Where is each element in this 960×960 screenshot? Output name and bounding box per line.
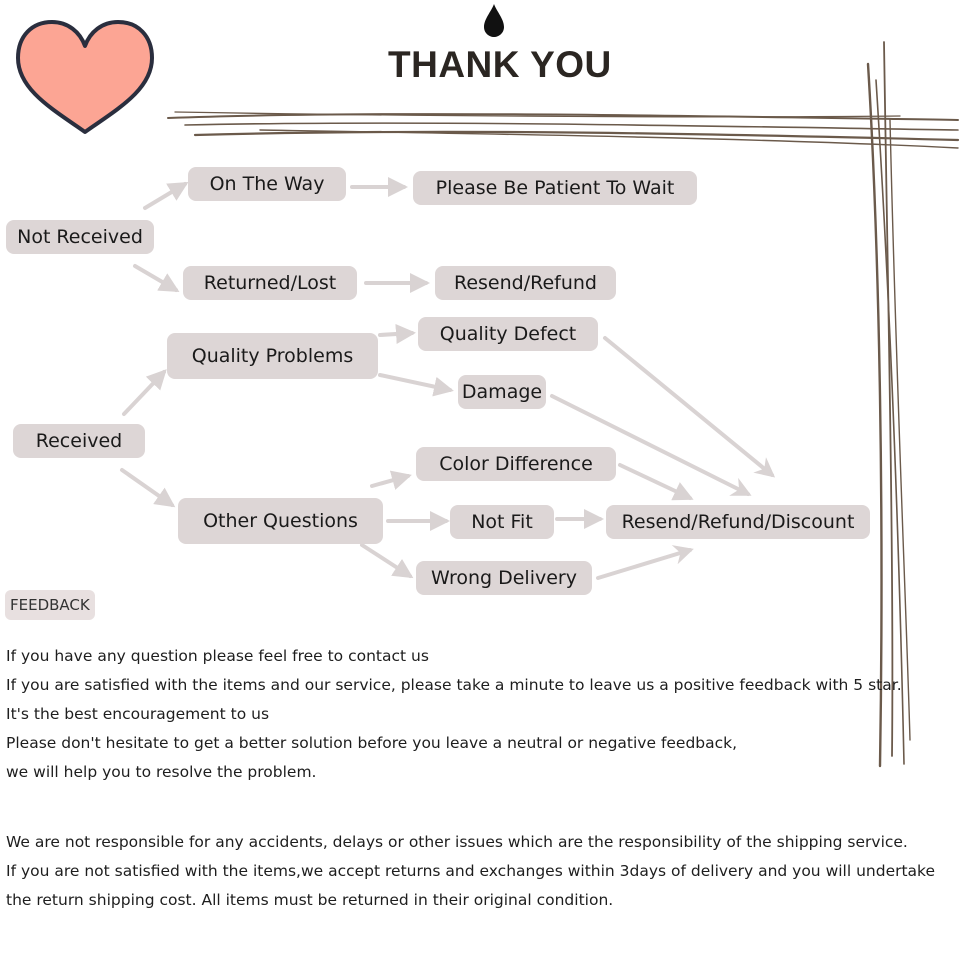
feedback-line: Please don't hesitate to get a better solution before you leave a neutral or negative feedback, <box>6 734 738 752</box>
feedback-line: If you are satisfied with the items and our service, please take a minute to leave us a positive feedback with 5 star. <box>6 676 902 694</box>
node-returned-lost: Returned/Lost <box>183 266 357 300</box>
node-resend-refund-discount: Resend/Refund/Discount <box>606 505 870 539</box>
feedback-label: FEEDBACK <box>5 590 95 620</box>
arrow-not-received-to-returned <box>135 266 176 290</box>
node-received: Received <box>13 424 145 458</box>
arrow-not-received-to-on-the-way <box>145 184 185 208</box>
policy-line: the return shipping cost. All items must be returned in their original condition. <box>6 891 614 909</box>
node-resend-refund: Resend/Refund <box>435 266 616 300</box>
arrow-color-to-resend-discount <box>620 465 690 498</box>
page-title: THANK YOU <box>388 44 612 85</box>
feedback-line: It's the best encouragement to us <box>6 705 270 723</box>
arrow-defect-to-resend-discount <box>605 338 772 475</box>
arrow-quality-to-defect <box>380 333 412 335</box>
node-not-received: Not Received <box>6 220 154 254</box>
arrow-wrong-to-resend-discount <box>598 550 690 578</box>
node-quality-problems: Quality Problems <box>167 333 378 379</box>
node-damage: Damage <box>458 375 546 409</box>
node-quality-defect: Quality Defect <box>418 317 598 351</box>
feedback-line: we will help you to resolve the problem. <box>6 763 317 781</box>
policy-paragraph <box>6 828 935 915</box>
node-other-questions: Other Questions <box>178 498 383 544</box>
node-on-the-way: On The Way <box>188 167 346 201</box>
node-color-difference: Color Difference <box>416 447 616 481</box>
policy-line: We are not responsible for any accidents, delays or other issues which are the responsibility of the shipping service. <box>6 833 908 851</box>
node-not-fit: Not Fit <box>450 505 554 539</box>
feedback-paragraph-1 <box>6 642 902 787</box>
arrow-quality-to-damage <box>380 375 450 390</box>
arrow-received-to-quality <box>124 372 164 414</box>
arrow-other-to-wrong <box>362 545 410 576</box>
policy-line: If you are not satisfied with the items,we accept returns and exchanges within 3days of delivery and you will undertake <box>6 862 936 880</box>
node-please-be-patient: Please Be Patient To Wait <box>413 171 697 205</box>
arrow-received-to-other <box>122 470 172 505</box>
node-wrong-delivery: Wrong Delivery <box>416 561 592 595</box>
arrow-other-to-color <box>372 476 408 486</box>
feedback-line: If you have any question please feel free to contact us <box>6 647 429 665</box>
